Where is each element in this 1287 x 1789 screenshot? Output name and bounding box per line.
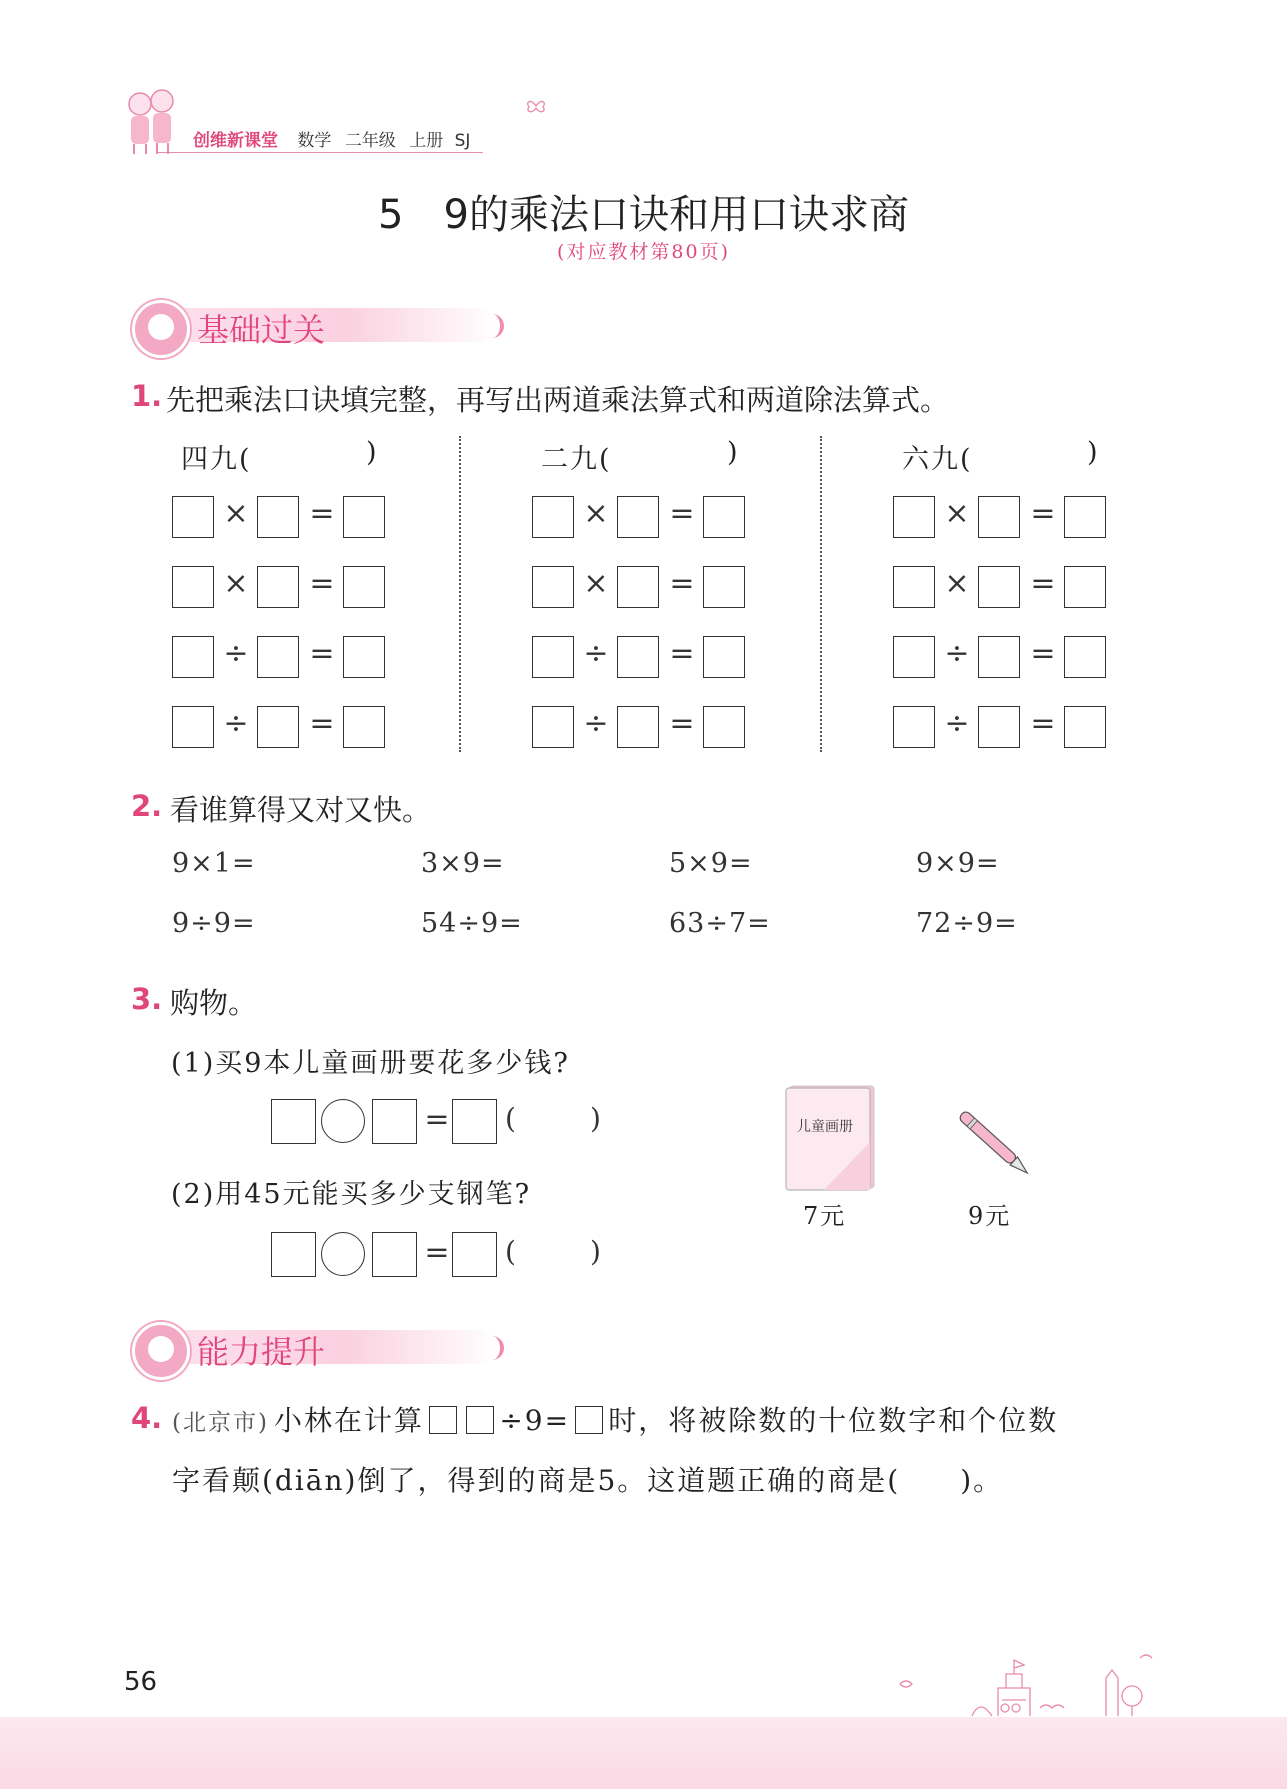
pen-price: 9元 <box>968 1202 1012 1230</box>
answer-box[interactable] <box>532 636 574 678</box>
question-number: 4. <box>131 1401 163 1435</box>
calc-item: 72÷9= <box>916 908 1018 939</box>
grade: 二年级 <box>344 131 396 151</box>
q4-text-a: 小林在计算 <box>274 1404 425 1437</box>
equals-sign: = <box>1030 706 1056 741</box>
rhyme-close: ) <box>1087 437 1100 468</box>
calc-item: 3×9= <box>421 848 505 879</box>
banner-tail <box>482 1336 504 1360</box>
unit-paren-close: ) <box>590 1235 601 1268</box>
answer-box[interactable] <box>617 636 659 678</box>
answer-box[interactable] <box>703 706 745 748</box>
question-number: 3. <box>131 982 163 1016</box>
answer-box[interactable] <box>257 636 299 678</box>
answer-box[interactable] <box>257 566 299 608</box>
brand-name: 创维新课堂 <box>193 131 278 151</box>
operator-circle[interactable] <box>321 1232 365 1276</box>
question-text: 先把乘法口诀填完整，再写出两道乘法算式和两道除法算式。 <box>166 383 950 417</box>
answer-box[interactable] <box>703 636 745 678</box>
answer-box[interactable] <box>372 1232 417 1277</box>
answer-box[interactable] <box>343 496 385 538</box>
kids-mascot-icon <box>122 86 180 156</box>
calc-item: 9÷9= <box>172 908 256 939</box>
equals-sign: = <box>1030 566 1056 601</box>
lesson-title: 5 9的乘法口诀和用口诀求商 <box>378 192 909 238</box>
operator: × <box>223 496 249 531</box>
answer-box[interactable] <box>532 566 574 608</box>
answer-box[interactable] <box>452 1099 497 1144</box>
butterfly-icon <box>525 98 547 114</box>
answer-box[interactable] <box>893 566 935 608</box>
equals-sign: = <box>669 706 695 741</box>
equals-sign: = <box>309 706 335 741</box>
operator-circle[interactable] <box>321 1099 365 1143</box>
answer-box[interactable] <box>257 706 299 748</box>
pen-icon <box>955 1100 1035 1192</box>
answer-box[interactable] <box>172 636 214 678</box>
digit-box[interactable] <box>575 1406 603 1434</box>
sub-question-2: (2)用45元能买多少支钢笔? <box>171 1179 532 1210</box>
operator: ÷ <box>223 706 249 741</box>
calc-item: 9×1= <box>172 848 256 879</box>
answer-box[interactable] <box>703 496 745 538</box>
q4-text-c: 时，将被除数的十位数字和个位数 <box>608 1404 1059 1437</box>
equals-sign: = <box>424 1102 450 1137</box>
answer-box[interactable] <box>452 1232 497 1277</box>
question-text: 看谁算得又对又快。 <box>170 793 432 827</box>
answer-box[interactable] <box>1064 566 1106 608</box>
operator: ÷ <box>223 636 249 671</box>
answer-box[interactable] <box>893 636 935 678</box>
equals-sign: = <box>669 566 695 601</box>
column-divider <box>820 436 822 752</box>
operator: ÷ <box>944 706 970 741</box>
digit-box[interactable] <box>466 1406 494 1434</box>
book-icon <box>784 1082 880 1192</box>
subject: 数学 <box>297 131 332 151</box>
answer-box[interactable] <box>343 706 385 748</box>
operator: × <box>583 566 609 601</box>
answer-box[interactable] <box>978 636 1020 678</box>
header-underline <box>158 152 483 153</box>
operator: × <box>583 496 609 531</box>
answer-box[interactable] <box>893 496 935 538</box>
rhyme-close: ) <box>366 437 379 468</box>
page-number: 56 <box>124 1667 158 1697</box>
answer-box[interactable] <box>172 706 214 748</box>
answer-box[interactable] <box>271 1232 316 1277</box>
rhyme-label: 四九( <box>181 444 252 475</box>
question-number: 1. <box>131 379 163 413</box>
answer-box[interactable] <box>617 566 659 608</box>
unit-paren-close: ) <box>590 1102 601 1135</box>
rhyme-label: 六九( <box>902 444 973 475</box>
answer-box[interactable] <box>172 496 214 538</box>
answer-box[interactable] <box>532 706 574 748</box>
answer-box[interactable] <box>978 706 1020 748</box>
study-mascot-icon <box>132 300 190 358</box>
unit-paren-open: ( <box>505 1102 516 1135</box>
unit-paren-open: ( <box>505 1235 516 1268</box>
calc-item: 9×9= <box>916 848 1000 879</box>
answer-box[interactable] <box>271 1099 316 1144</box>
calc-item: 5×9= <box>669 848 753 879</box>
answer-box[interactable] <box>172 566 214 608</box>
answer-box[interactable] <box>257 496 299 538</box>
sub-question-1: (1)买9本儿童画册要花多少钱? <box>171 1048 570 1079</box>
answer-box[interactable] <box>978 566 1020 608</box>
column-divider <box>459 436 461 752</box>
digit-box[interactable] <box>429 1406 457 1434</box>
equals-sign: = <box>424 1235 450 1270</box>
edition: SJ <box>454 131 471 151</box>
q4-line-2: 字看颠(diān)倒了，得到的商是5。这道题正确的商是( )。 <box>172 1464 1004 1497</box>
operator: × <box>944 496 970 531</box>
q4-text-b: ÷9= <box>499 1404 571 1437</box>
lesson-subtitle: (对应教材第80页) <box>556 241 730 263</box>
equals-sign: = <box>1030 496 1056 531</box>
source-tag: (北京市) <box>172 1410 269 1436</box>
answer-box[interactable] <box>978 496 1020 538</box>
answer-box[interactable] <box>617 706 659 748</box>
answer-box[interactable] <box>893 706 935 748</box>
answer-box[interactable] <box>372 1099 417 1144</box>
answer-box[interactable] <box>343 566 385 608</box>
operator: ÷ <box>944 636 970 671</box>
volume: 上册 <box>409 131 444 151</box>
question-number: 2. <box>131 789 163 823</box>
equals-sign: = <box>309 636 335 671</box>
operator: × <box>223 566 249 601</box>
section-title-basic: 基础过关 <box>197 311 326 349</box>
answer-box[interactable] <box>1064 636 1106 678</box>
book-price: 7元 <box>803 1202 847 1230</box>
equals-sign: = <box>309 566 335 601</box>
footer-band <box>0 1717 1287 1789</box>
equals-sign: = <box>669 496 695 531</box>
section-banner-advanced <box>132 1322 512 1370</box>
equals-sign: = <box>309 496 335 531</box>
question-text: 购物。 <box>170 986 258 1020</box>
calc-item: 54÷9= <box>421 908 523 939</box>
equals-sign: = <box>1030 636 1056 671</box>
rhyme-label: 二九( <box>541 444 612 475</box>
answer-box[interactable] <box>343 636 385 678</box>
equals-sign: = <box>669 636 695 671</box>
operator: ÷ <box>583 636 609 671</box>
operator: ÷ <box>583 706 609 741</box>
answer-box[interactable] <box>532 496 574 538</box>
answer-box[interactable] <box>1064 706 1106 748</box>
operator: × <box>944 566 970 601</box>
answer-box[interactable] <box>703 566 745 608</box>
owl-mascot-icon <box>132 1322 190 1380</box>
castle-scenery-icon <box>880 1648 1170 1718</box>
rhyme-close: ) <box>727 437 740 468</box>
q4-line-1 <box>172 1399 1058 1439</box>
answer-box[interactable] <box>1064 496 1106 538</box>
calc-item: 63÷7= <box>669 908 771 939</box>
answer-box[interactable] <box>617 496 659 538</box>
section-title-advanced: 能力提升 <box>197 1333 326 1371</box>
book-label: 儿童画册 <box>797 1119 853 1135</box>
banner-tail <box>482 314 504 338</box>
section-banner-basic <box>132 300 512 348</box>
